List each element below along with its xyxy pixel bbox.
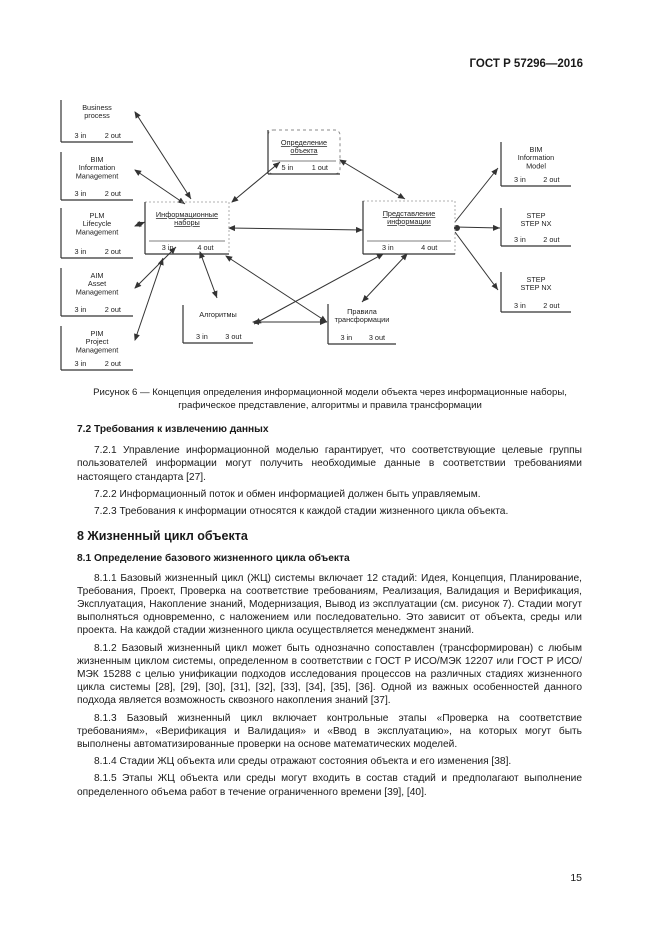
left-box-1-out: 2 out [104,131,121,140]
info-representation-box-out: 4 out [421,243,438,252]
arrow-aim-info [135,247,176,288]
left-box-3-label: PLM [89,211,105,220]
transformation-rules-box [328,304,396,344]
left-box-1-in: 3 in [74,131,87,140]
left-box-2 [61,152,133,200]
transformation-rules-box-out: 3 out [368,333,386,342]
right-box-1-in: 3 in [514,175,526,184]
right-box-1 [501,142,571,186]
algorithms-box-out: 3 out [225,332,242,341]
object-definition-box [268,130,340,174]
paragraph-8-1-3: 8.1.3 Базовый жизненный цикл включает контрольные этапы «Проверка на соответствие требованиям», «Верификация и Валидация» и «Ввод в эксплуатацию», на которых могут быть выполнены автоматизированные проверки на основе математических моделей. [77,712,582,751]
left-box-5 [61,326,133,370]
left-box-2-in: 3 in [74,189,87,198]
right-box-3 [501,272,571,312]
left-box-4-label: AIM [90,271,104,280]
right-box-1-label: Information [517,153,555,163]
info-sets-box [145,202,229,254]
right-box-3-label: STEP NX [520,283,552,293]
info-sets-box-in: 3 in [161,243,174,252]
page-number: 15 [570,872,582,884]
arrow-repr-step2 [455,232,498,290]
object-definition-box-out: 1 out [311,163,328,172]
right-box-1-out: 2 out [543,175,560,184]
info-representation-box-label: Представление [382,209,436,218]
transformation-rules-box-in: 3 in [340,333,353,342]
left-box-4-label: Asset [87,279,107,289]
right-box-2-out: 2 out [543,235,560,244]
left-box-2-label: Management [75,171,119,181]
algorithms-box-in: 3 in [196,332,208,341]
arrow-info-object [232,162,280,202]
left-box-1-label: Business [82,103,112,112]
left-box-3 [61,208,133,258]
figure-caption: Рисунок 6 — Концепция определения информационной модели объекта через информационные наборы, графическое представление, алгоритмы и правила трансформации [93,387,567,411]
paragraph-7-2-1: 7.2.1 Управление информационной моделью гарантирует, что соответствующие целевые группы пользователей информации могут получить необходимые данные в соответствии требованиями настоящего стандарта [27]. [77,445,582,483]
paragraph-7-2-3: 7.2.3 Требования к информации относятся к каждой стадии жизненного цикла объекта. [94,506,509,518]
left-box-3-in: 3 in [74,247,87,256]
arrow-repr-bim-model [455,168,498,222]
left-box-5-label: Project [85,337,109,347]
info-representation-box-in: 3 in [381,243,394,252]
section-8-1-title: 8.1 Определение базового жизненного цикла объекта [77,553,350,565]
left-box-2-label: BIM [90,155,104,164]
paragraph-8-1-5: 8.1.5 Этапы ЖЦ объекта или среды могут входить в состав стадий и предполагают выполнение определенного объема работ в течение ограниченного времени [39], [40]. [77,773,582,798]
left-box-3-label: Management [75,227,119,237]
arrow-object-repr [340,160,405,199]
left-box-5-in: 3 in [74,359,87,368]
arrow-business-info [135,112,191,199]
info-sets-box-out: 4 out [197,243,214,252]
left-box-4-out: 2 out [104,305,121,314]
page-body [77,423,582,803]
right-box-1-label: BIM [529,145,543,154]
right-box-1-label: Model [526,161,546,171]
document-number: ГОСТ Р 57296—2016 [469,58,583,70]
arrow-bim-info [135,170,185,204]
info-sets-box-label: Информационные [155,210,219,219]
right-box-2 [501,208,571,246]
paragraph-8-1-2: 8.1.2 Базовый жизненный цикл может быть однозначно сопоставлен (трансформирован) с любым жизненным циклом системы, определенном в соответствии с ГОСТ Р ИСО/МЭК 12207 или ГОСТ Р ИСО/МЭК 15288 с целью унификации подходов исследования процессов на различных стадиях жизненного цикла системы [28], [29], [30], [31], [32], [33], [34], [35], [36]. Одной из важных особенностей данного подхода является возможность сквозного накопления знаний [37]. [77,642,582,707]
arrow-info-repr [229,228,363,230]
paragraph-8-1-1: 8.1.1 Базовый жизненный цикл (ЖЦ) системы включает 12 стадий: Идея, Концепция, Планирование, Требования, Проект, Проверка на соответствие требованиям, Реализация, Валидация и Верификация, Эксплуатация, Накопление знаний, Модернизация, Вывод из эксплуатации (см. рисунок 7). Стадии могут выполняться одновременно, с наложением или последовательно. Это зависит от объекта, среды или проекта. На каждой стадии жизненного цикла осуществляется менеджмент знаний. [77,572,582,637]
left-box-4-in: 3 in [74,305,87,314]
arrow-pim-info [135,258,163,340]
section-7-2-title: 7.2 Требования к извлечению данных [77,424,269,435]
right-box-3-in: 3 in [514,301,526,310]
left-box-5-label: Management [75,345,119,355]
info-representation-box-label: информации [387,217,431,227]
object-definition-box-label: Определение [280,138,328,147]
left-box-2-label: Information [78,163,116,173]
right-box-2-in: 3 in [514,235,526,244]
info-sets-box-label: наборы [174,218,200,228]
right-box-2-label: STEP [526,211,546,220]
transformation-rules-box-label: трансформации [334,315,390,325]
left-box-2-out: 2 out [104,189,121,198]
left-box-3-out: 2 out [104,247,121,256]
right-box-3-label: STEP [526,275,546,284]
left-box-5-label: PIM [90,329,104,338]
arrow-repr-step1 [455,227,500,228]
left-box-1-label: process [84,111,110,121]
info-representation-box [363,201,455,254]
object-definition-box-label: объекта [290,146,318,156]
left-box-4 [61,268,133,316]
left-box-3-label: Lifecycle [82,219,112,229]
object-definition-box-in: 5 in [281,163,294,172]
arrow-plm-info [135,222,145,226]
algorithms-box [183,305,253,343]
arrow-info-algorithms [200,252,217,298]
right-box-3-out: 2 out [543,301,560,310]
paragraph-7-2-2: 7.2.2 Информационный поток и обмен информацией должен быть управляемым. [94,488,481,500]
left-box-1 [61,100,133,142]
left-box-5-out: 2 out [104,359,121,368]
transformation-rules-box-label: Правила [347,307,377,316]
left-box-4-label: Management [75,287,119,297]
algorithms-box-label: Алгоритмы [199,310,237,319]
section-8-title: 8 Жизненный цикл объекта [77,529,248,544]
paragraph-8-1-4: 8.1.4 Стадии ЖЦ объекта или среды отражают состояния объекта и его изменения [38]. [94,756,512,768]
right-box-2-label: STEP NX [520,219,552,229]
concept-diagram [0,0,661,380]
